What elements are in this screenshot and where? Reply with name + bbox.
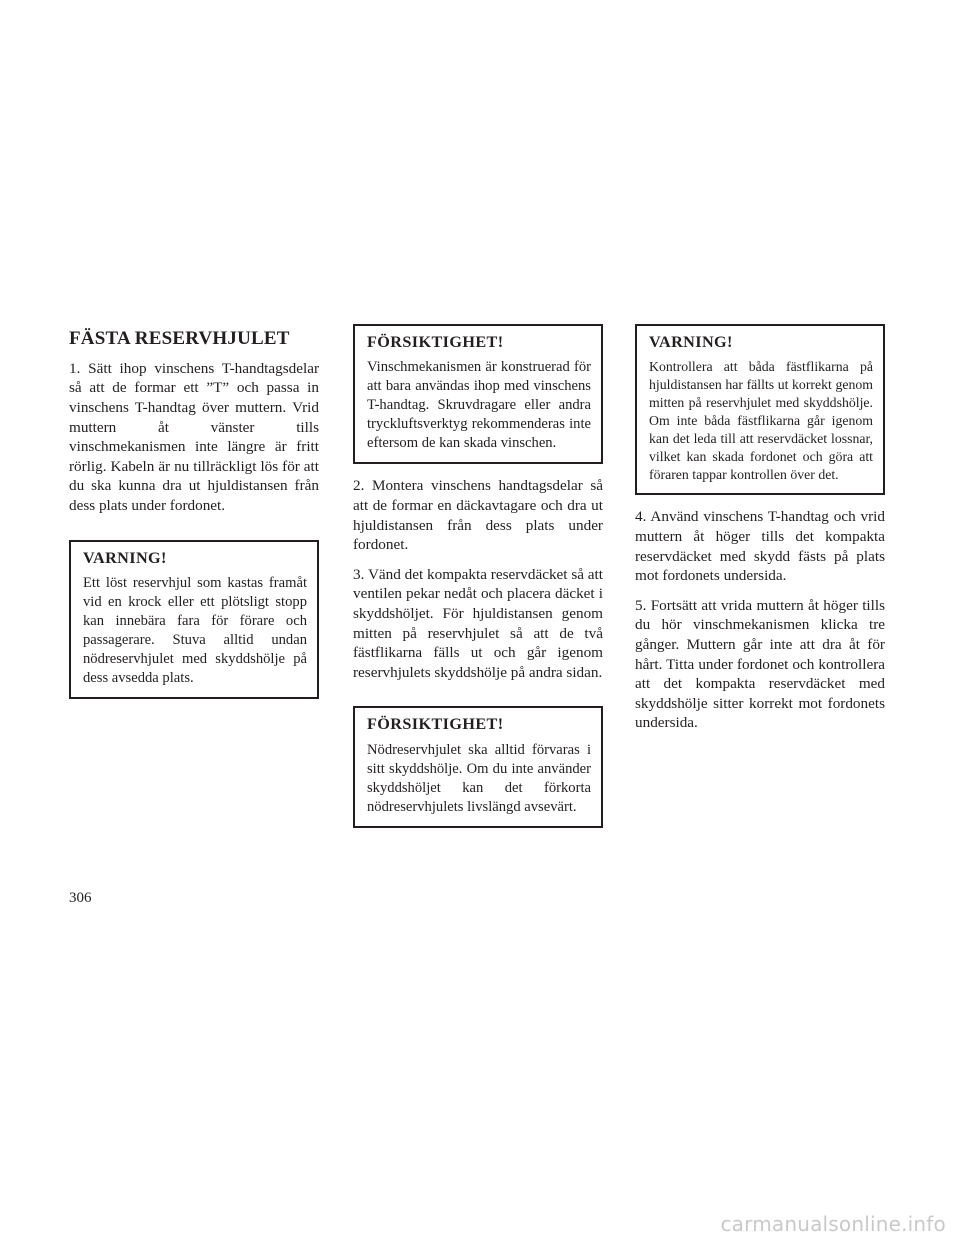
step-1-text: 1. Sätt ihop vinschens T-handtagsdelar så att de formar ett ”T” och passa in vinschens T-handtag över muttern. Vrid muttern åt vänster tills vinschmekanismen inte längre är fritt rörlig. Kabeln är nu tillräckligt lös för att du ska kunna dra ut hjuldistansen från dess plats under fordonet. bbox=[69, 359, 319, 514]
column-right bbox=[635, 324, 885, 743]
caution-title: FÖRSIKTIGHET! bbox=[367, 333, 504, 351]
watermark: carmanualsonline.info bbox=[720, 1212, 946, 1236]
caution-box-winch bbox=[353, 324, 603, 464]
caution-title: FÖRSIKTIGHET! bbox=[367, 715, 504, 734]
section-title: FÄSTA RESERVHJULET bbox=[69, 328, 290, 349]
warning-text: Ett löst reservhjul som kastas framåt vid en krock eller ett plötsligt stopp kan innebära fara för förare och passagerare. Stuva alltid undan nödreservhjulet med skyddshölje på dess avsedda plats. bbox=[83, 574, 307, 686]
step-5-text: 5. Fortsätt att vrida muttern åt höger tills du hör vinschmekanismen klicka tre gånger. Muttern går inte att dra åt för hårt. Titta under fordonet och kontrollera att det kompakta reservdäcket med skyddshölje sitter korrekt mot fordonets undersida. bbox=[635, 596, 885, 732]
warning-title: VARNING! bbox=[649, 333, 733, 351]
column-left bbox=[69, 324, 319, 699]
step-2-text: 2. Montera vinschens handtagsdelar så att de formar en däckavtagare och dra ut hjuldistansen från dess plats under fordonet. bbox=[353, 477, 603, 554]
caution-text: Nödreservhjulet ska alltid förvaras i sitt skyddshölje. Om du inte använder skyddshöljet kan det förkorta nödreservhjulets livslängd avsevärt. bbox=[367, 741, 591, 815]
caution-box-cover bbox=[353, 706, 603, 827]
page-number: 306 bbox=[69, 890, 92, 906]
step-4-text: 4. Använd vinschens T-handtag och vrid muttern åt höger tills det kompakta reservdäcket med skydd fästs på plats mot fordonets undersida. bbox=[635, 508, 885, 585]
step-3-text: 3. Vänd det kompakta reservdäcket så att ventilen pekar nedåt och placera däcket i skyddshöljet. För hjuldistansen genom mitten på reservhjulet så att de två fästflikarna fälls ut och går igenom reservhjulets skyddshölje på andra sidan. bbox=[353, 565, 603, 681]
caution-text: Vinschmekanismen är konstruerad för att bara användas ihop med vinschens T-handtag. Skruvdragare eller andra tryckluftsverktyg rekommenderas inte eftersom de kan skada vinschen. bbox=[367, 359, 591, 452]
warning-box-tabs bbox=[635, 324, 885, 495]
column-middle bbox=[353, 324, 603, 828]
warning-text: Kontrollera att båda fästflikarna på hjuldistansen har fällts ut korrekt genom mitten på reservhjulet med skyddshölje. Om inte båda fästflikarna går igenom kan det leda till att reservdäcket lossnar, vilket kan skada fordonet och göra att föraren tappar kontrollen över det. bbox=[649, 359, 873, 483]
warning-box-spare-wheel bbox=[69, 540, 319, 699]
warning-title: VARNING! bbox=[83, 548, 167, 567]
